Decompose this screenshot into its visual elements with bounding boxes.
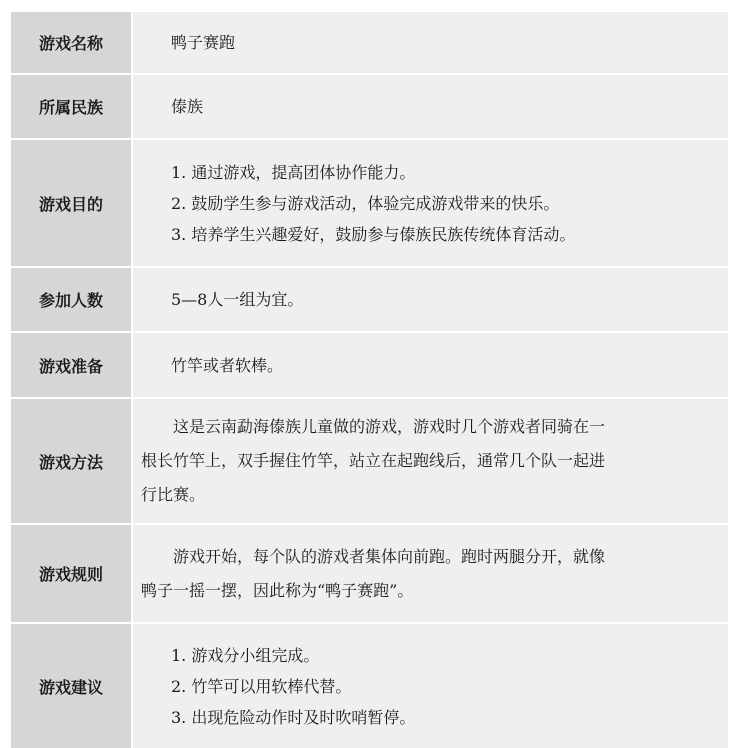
row-content	[133, 525, 728, 622]
row-content	[133, 75, 728, 138]
row-label: 参加人数	[11, 268, 133, 331]
content-line: 5—8人一组为宜。	[171, 290, 304, 309]
content-line: 根长竹竿上，双手握住竹竿，站立在起跑线后，通常几个队一起进	[141, 451, 606, 470]
table-row-ethnicity	[11, 75, 728, 140]
row-content	[133, 140, 728, 266]
row-content	[133, 333, 728, 397]
content-line: 鸭子一摇一摆，因此称为“鸭子赛跑”。	[141, 580, 414, 600]
content-line: 竹竿或者软棒。	[171, 355, 284, 375]
row-content	[133, 399, 728, 523]
content-line: 3. 出现危险动作时及时吹哨暂停。	[171, 707, 416, 727]
content-line: 1. 游戏分小组完成。	[171, 645, 320, 665]
row-label: 游戏建议	[11, 624, 133, 748]
table-row-participants	[11, 268, 728, 333]
content-line: 1. 通过游戏，提高团体协作能力。	[171, 162, 416, 182]
row-label: 游戏方法	[11, 399, 133, 523]
game-info-table	[11, 12, 728, 748]
content-line: 3. 培养学生兴趣爱好，鼓励参与傣族民族传统体育活动。	[171, 224, 576, 244]
row-content	[133, 624, 728, 748]
row-label: 所属民族	[11, 75, 133, 138]
row-content	[133, 12, 728, 73]
content-line: 2. 竹竿可以用软棒代替。	[171, 676, 352, 696]
table-row-preparation	[11, 333, 728, 399]
row-label: 游戏目的	[11, 140, 133, 266]
row-label: 游戏名称	[11, 12, 133, 73]
content-line: 行比赛。	[141, 485, 206, 504]
table-row-suggestions	[11, 624, 728, 748]
content-line: 游戏开始，每个队的游戏者集体向前跑。跑时两腿分开，就像	[141, 546, 606, 566]
table-row-purpose	[11, 140, 728, 268]
content-line: 鸭子赛跑	[171, 33, 236, 52]
table-row-name	[11, 12, 728, 75]
content-line: 傣族	[171, 97, 204, 116]
content-line: 这是云南勐海傣族儿童做的游戏，游戏时几个游戏者同骑在一	[141, 417, 606, 436]
table-row-method	[11, 399, 728, 525]
row-content	[133, 268, 728, 331]
content-line: 2. 鼓励学生参与游戏活动，体验完成游戏带来的快乐。	[171, 193, 560, 213]
table-row-rules	[11, 525, 728, 624]
row-label: 游戏规则	[11, 525, 133, 622]
row-label: 游戏准备	[11, 333, 133, 397]
